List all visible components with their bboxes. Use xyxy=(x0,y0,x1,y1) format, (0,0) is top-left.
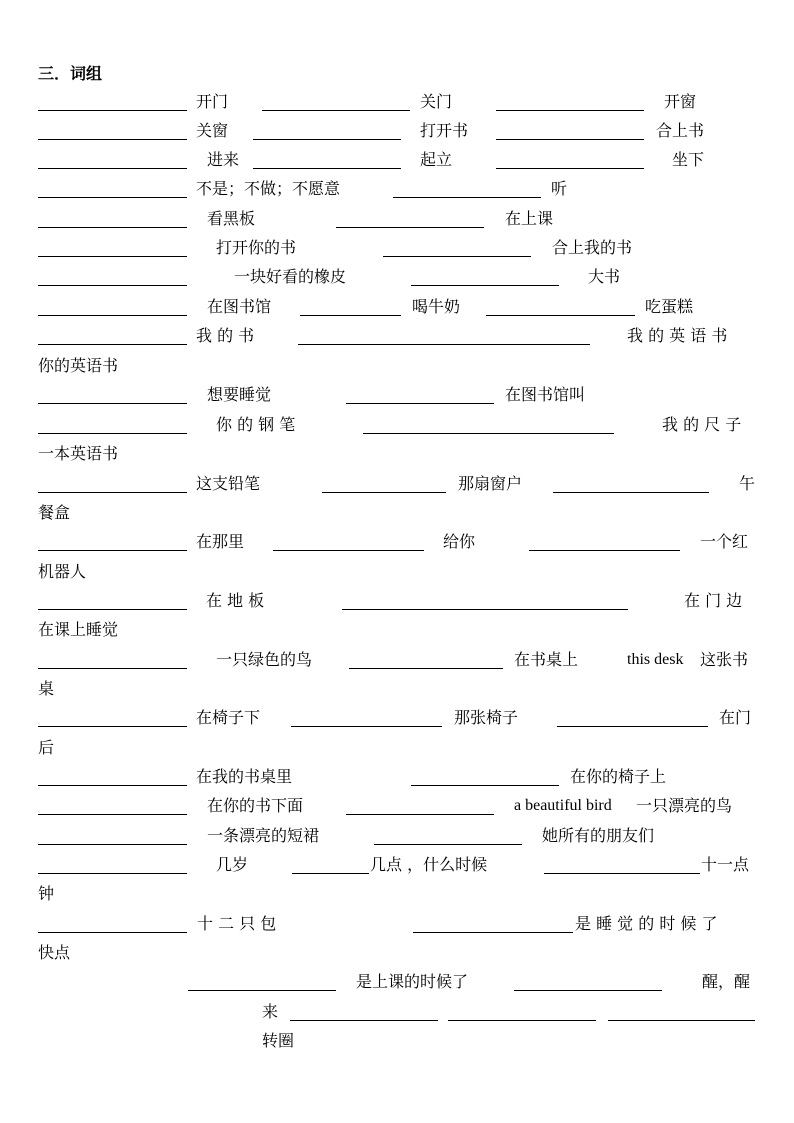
item-label: 在你的书下面 xyxy=(207,796,304,815)
item-label: 看黑板 xyxy=(207,209,256,228)
item-label: 想要睡觉 xyxy=(207,385,272,404)
answer-blank[interactable] xyxy=(38,668,187,669)
item-label: 合上我的书 xyxy=(552,238,633,257)
item-label: 几岁 xyxy=(216,855,249,874)
item-label: 坐下 xyxy=(672,150,705,169)
answer-blank[interactable] xyxy=(411,285,559,286)
item-label: 醒，醒 xyxy=(702,972,751,991)
item-label: 一只漂亮的鸟 xyxy=(636,796,733,815)
answer-blank[interactable] xyxy=(38,932,187,933)
answer-blank[interactable] xyxy=(557,726,708,727)
answer-blank[interactable] xyxy=(529,550,680,551)
item-label: 转圈 xyxy=(262,1031,295,1050)
answer-blank[interactable] xyxy=(38,873,187,874)
item-label: 不是；不做；不愿意 xyxy=(196,179,341,198)
item-label: 是上课的时候了 xyxy=(356,972,469,991)
answer-blank[interactable] xyxy=(336,227,484,228)
answer-blank[interactable] xyxy=(38,492,187,493)
item-label: 一本英语书 xyxy=(38,444,119,463)
answer-blank[interactable] xyxy=(38,814,187,815)
item-label: 一块好看的橡皮 xyxy=(234,267,347,286)
item-label: 在门 xyxy=(719,708,752,727)
item-label: 午 xyxy=(739,474,756,493)
item-label: 给你 xyxy=(443,532,476,551)
answer-blank[interactable] xyxy=(290,1020,438,1021)
answer-blank[interactable] xyxy=(411,785,559,786)
answer-blank[interactable] xyxy=(374,844,522,845)
answer-blank[interactable] xyxy=(38,344,187,345)
answer-blank[interactable] xyxy=(292,873,369,874)
item-label: 后 xyxy=(38,738,55,757)
item-label: 十一点 xyxy=(701,855,750,874)
item-label: 在上课 xyxy=(505,209,554,228)
answer-blank[interactable] xyxy=(448,1020,596,1021)
item-label: 机器人 xyxy=(38,562,87,581)
item-label: 关窗 xyxy=(196,121,229,140)
answer-blank[interactable] xyxy=(38,433,187,434)
answer-blank[interactable] xyxy=(38,285,187,286)
item-label: 大书 xyxy=(588,267,621,286)
answer-blank[interactable] xyxy=(608,1020,755,1021)
item-label-english: a beautiful bird xyxy=(514,797,612,814)
item-label: 是 睡 觉 的 时 候 了 xyxy=(575,914,718,933)
item-label: 那扇窗户 xyxy=(458,474,523,493)
answer-blank[interactable] xyxy=(322,492,446,493)
answer-blank[interactable] xyxy=(346,403,494,404)
answer-blank[interactable] xyxy=(342,609,628,610)
item-label: 在图书馆 xyxy=(207,297,272,316)
item-label: 起立 xyxy=(420,150,453,169)
item-label: 在书桌上 xyxy=(514,650,579,669)
answer-blank[interactable] xyxy=(298,344,590,345)
item-label: 在图书馆叫 xyxy=(505,385,586,404)
item-label: 在那里 xyxy=(196,532,245,551)
answer-blank[interactable] xyxy=(38,110,187,111)
answer-blank[interactable] xyxy=(38,844,187,845)
answer-blank[interactable] xyxy=(38,785,187,786)
answer-blank[interactable] xyxy=(291,726,442,727)
item-label-english: this desk xyxy=(627,651,684,668)
answer-blank[interactable] xyxy=(253,168,401,169)
answer-blank[interactable] xyxy=(253,139,401,140)
answer-blank[interactable] xyxy=(496,110,644,111)
item-label: 在你的椅子上 xyxy=(570,767,667,786)
answer-blank[interactable] xyxy=(486,315,635,316)
answer-blank[interactable] xyxy=(38,256,187,257)
item-label: 钟 xyxy=(38,884,55,903)
item-label: 进来 xyxy=(207,150,240,169)
item-label: 我 的 尺 子 xyxy=(662,415,742,434)
item-label: 开窗 xyxy=(664,92,697,111)
item-label: 我 的 书 xyxy=(196,326,255,345)
item-label: 那张椅子 xyxy=(454,708,519,727)
item-label: 在我的书桌里 xyxy=(196,767,293,786)
item-label: 你的英语书 xyxy=(38,356,119,375)
answer-blank[interactable] xyxy=(38,726,187,727)
item-label: 一只绿色的鸟 xyxy=(216,650,313,669)
item-label: 在 地 板 xyxy=(206,591,265,610)
answer-blank[interactable] xyxy=(363,433,614,434)
answer-blank[interactable] xyxy=(413,932,573,933)
answer-blank[interactable] xyxy=(38,168,187,169)
item-label: 这张书 xyxy=(700,650,749,669)
answer-blank[interactable] xyxy=(38,315,187,316)
item-label: 这支铅笔 xyxy=(196,474,261,493)
answer-blank[interactable] xyxy=(188,990,336,991)
item-label: 关门 xyxy=(420,92,453,111)
answer-blank[interactable] xyxy=(346,814,494,815)
answer-blank[interactable] xyxy=(393,197,541,198)
answer-blank[interactable] xyxy=(544,873,700,874)
item-label: 你 的 钢 笔 xyxy=(216,415,296,434)
answer-blank[interactable] xyxy=(262,110,410,111)
answer-blank[interactable] xyxy=(496,139,644,140)
item-label: 她所有的朋友们 xyxy=(542,826,655,845)
answer-blank[interactable] xyxy=(38,227,187,228)
answer-blank[interactable] xyxy=(38,550,187,551)
item-label: 在 门 边 xyxy=(684,591,743,610)
item-label: 听 xyxy=(551,179,568,198)
item-label: 餐盒 xyxy=(38,503,71,522)
item-label: 一个红 xyxy=(700,532,749,551)
answer-blank[interactable] xyxy=(553,492,709,493)
answer-blank[interactable] xyxy=(273,550,424,551)
item-label: 我 的 英 语 书 xyxy=(627,326,728,345)
item-label: 十 二 只 包 xyxy=(197,914,277,933)
answer-blank[interactable] xyxy=(514,990,662,991)
answer-blank[interactable] xyxy=(38,197,187,198)
item-label: 吃蛋糕 xyxy=(645,297,694,316)
item-label: 打开书 xyxy=(420,121,469,140)
item-label: 在椅子下 xyxy=(196,708,261,727)
answer-blank[interactable] xyxy=(496,168,644,169)
answer-blank[interactable] xyxy=(349,668,503,669)
item-label: 喝牛奶 xyxy=(412,297,461,316)
answer-blank[interactable] xyxy=(38,403,187,404)
item-label: 在课上睡觉 xyxy=(38,620,119,639)
item-label: 快点 xyxy=(38,943,71,962)
item-label: 几点 ，什么时候 xyxy=(370,855,488,874)
item-label: 打开你的书 xyxy=(216,238,297,257)
item-label: 桌 xyxy=(38,679,55,698)
answer-blank[interactable] xyxy=(38,139,187,140)
item-label: 一条漂亮的短裙 xyxy=(207,826,320,845)
answer-blank[interactable] xyxy=(383,256,531,257)
item-label: 来 xyxy=(262,1002,279,1021)
section-title: 三．词组 xyxy=(38,64,103,83)
answer-blank[interactable] xyxy=(38,609,187,610)
item-label: 合上书 xyxy=(656,121,705,140)
item-label: 开门 xyxy=(196,92,229,111)
answer-blank[interactable] xyxy=(300,315,401,316)
